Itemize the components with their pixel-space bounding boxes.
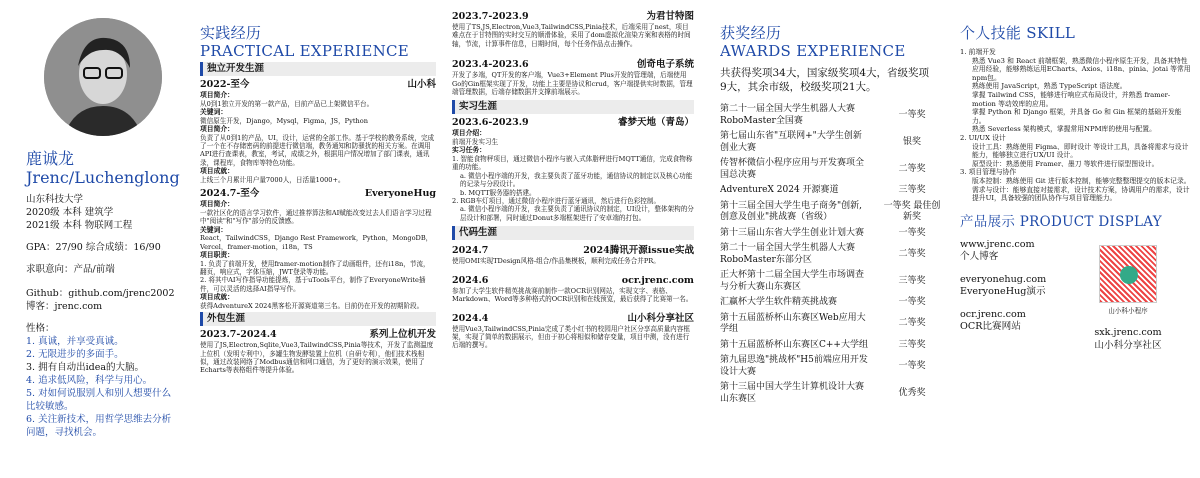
trait-item: 4. 追求低风险，科学与用心。 bbox=[26, 375, 153, 386]
award-grade: 二等奖 bbox=[898, 318, 926, 329]
avatar bbox=[44, 18, 162, 136]
project-desc: 参加了大学生软件精英挑战赛前制作一款OCR识别网站，实现文字、表格、Markdown、Word等多种格式的OCR识别和在线预览，最后获得了比赛第一名。 bbox=[452, 286, 693, 304]
project-intro: 一款社区化的语言学习软件，通过推荐算法和AI赋能改变过去人们语言学习过程中"阅读"和"写作"部分的反馈感。 bbox=[200, 208, 432, 226]
project-date: 2024.7 bbox=[452, 245, 489, 257]
award-grade: 一等奖 bbox=[898, 297, 926, 307]
product-label: EveryoneHug演示 bbox=[960, 286, 1046, 298]
label: 关键词： bbox=[200, 108, 228, 116]
trait-item: 1. 真诚，并享受真诚。 bbox=[26, 336, 124, 347]
project-org: 为君甘特图 bbox=[646, 11, 694, 22]
award-row bbox=[720, 297, 942, 309]
skill-group-head: 2. UI/UX 设计 bbox=[960, 133, 1006, 142]
section-outsource: 外包生涯 bbox=[200, 312, 436, 326]
award-row bbox=[720, 131, 942, 154]
project-org: 系列上位机开发 bbox=[369, 329, 436, 341]
skill-item: 需求与设计：能够直接对接需求，设计技术方案，协调用户的需求，设计提升UI，具备较强的团队协作与项目管理能力。 bbox=[972, 185, 1190, 203]
product-label: 个人博客 bbox=[960, 251, 999, 263]
project-keywords: React，TailwindCSS，Django Rest Framework，Python，MongoDB，Vercel，framer-motion，i18n，TS bbox=[200, 234, 433, 251]
skill-item: 掌握 Tailwind CSS，能够进行响应式布局设计，并熟悉 framer-motion 等动效库的应用。 bbox=[972, 90, 1171, 108]
award-name: 汇赢杯大学生软件精英挑战赛 bbox=[720, 297, 838, 307]
award-row bbox=[720, 228, 942, 240]
skill-item: 熟悉 Severless 架构模式，掌握常用NPM库的使用与配置。 bbox=[972, 125, 1156, 134]
project-keywords: 微信原生开发，Django，Mysql，Figma，JS，Python bbox=[200, 116, 368, 125]
product-url[interactable]: sxk.jrenc.com bbox=[1094, 327, 1162, 339]
award-name: 第七届山东省"互联网+"大学生创新创业大赛 bbox=[720, 131, 862, 153]
intern-role: 前端开发实习生 bbox=[452, 138, 499, 147]
award-name: AdventureX 2024 开源赛道 bbox=[720, 185, 839, 195]
award-grade: 优秀奖 bbox=[898, 387, 926, 398]
intern-duty: 1. 智能食物秤项目，通过微信小程序与嵌入式体脂秤进行MQTT通信，完成食物称重的功能。 bbox=[452, 155, 693, 172]
skill-group-head: 1. 前端开发 bbox=[960, 48, 996, 56]
project-date: 2024.6 bbox=[452, 274, 489, 286]
github-link[interactable]: Github：github.com/jrenc2002 bbox=[26, 288, 175, 299]
trait-item: 3. 拥有自动出idea的大脑。 bbox=[26, 362, 144, 373]
award-row bbox=[720, 313, 942, 336]
award-name: 第十五届蓝桥杯山东赛区C++大学组 bbox=[720, 339, 868, 350]
award-name: 传智杯微信小程序应用与开发赛项全国总决赛 bbox=[720, 158, 865, 180]
project-tasks: 负责了从0到1的产品，UI，设计，运营的全部工作。基于学校的教务系统，完成了一个在不存储密码的前提进行微信端，教务通知和防骚扰的相关方案。在调用API进行查课表，教室，考试，成绩之外，根据用户情况增加了部门课表，通讯录，课程库，食物库等特色功能。 bbox=[200, 133, 435, 167]
label: 项目简介： bbox=[200, 91, 234, 99]
project-desc: 使用了TS,JS,Electron,Vue3,TailwindCSS,Pinia技术，后端采用了nest，项目难点在于甘特图的实时交互的顺滑体验，采用了dom虚拟化渲染方案和表格的时间轴，节流，计算事件信息，日期时间，每个任务作品点击操作。 bbox=[452, 23, 691, 48]
intern-duty: a. 微信小程序端的开发，我主要负责了蓝牙功能，通信协议的制定以及核心功能的记录与分段设计。 bbox=[460, 171, 693, 189]
award-name: 第九届思逸"挑战杯"H5前端应用开发设计大赛 bbox=[720, 355, 868, 377]
awards-title-en: AWARDS EXPERIENCE bbox=[720, 42, 906, 60]
award-row bbox=[720, 355, 942, 378]
award-name: 第十三届全国大学生电子商务"创新,创意及创业"挑战赛（省级） bbox=[720, 200, 863, 222]
school: 山东科技大学 bbox=[26, 194, 84, 205]
project-org: 山小科 bbox=[407, 79, 436, 90]
award-row bbox=[720, 270, 942, 293]
label: 项目简介： bbox=[200, 200, 234, 209]
label: 项目介绍： bbox=[452, 129, 486, 138]
traits-title: 性格： bbox=[26, 323, 55, 334]
project-desc: 开发了多端，QT开发的客户端，Vue3+Element Plus开发的管理端，后端使用Go的Gin框架实现了开发，功能上主要是协议和crud，客户端提供实时数据，管理端管理数据，后端存储数据并支撑前端展示。 bbox=[452, 71, 693, 97]
product-label: 山小科分享社区 bbox=[1094, 339, 1162, 351]
project-org: EveryoneHug bbox=[364, 188, 436, 200]
award-grade: 一等奖 最佳创新奖 bbox=[883, 200, 941, 222]
skill-item: 原型设计：熟悉使用 Framer、墨刀 等软件进行原型图设计。 bbox=[972, 159, 1159, 168]
award-row bbox=[720, 104, 942, 127]
award-row bbox=[720, 340, 942, 352]
label: 实习任务： bbox=[452, 146, 486, 155]
project-task: 1. 负责了前端开发，使用framer-motion制作了动画组件，还有i18n，节流，翻页，响应式，字体压缩，JWT登录等功能。 bbox=[200, 259, 430, 277]
award-name: 第二十一届全国大学生机器人大赛RoboMaster东部分区 bbox=[720, 243, 856, 265]
skill-item: 熟悉 Vue3 和 React 前端框架，熟悉微信小程序原生开发，具备其特性应用经验，能够熟练运用ECharts、Axios、i18n、pinia、jotai 等常用npm包。 bbox=[972, 56, 1191, 82]
skill-item: 版本控制：熟练使用 Git 进行版本控制，能够完整整理提交的版本记录。 bbox=[972, 176, 1191, 185]
label: 项目成就： bbox=[200, 167, 234, 176]
award-row bbox=[720, 185, 942, 197]
award-grade: 二等奖 bbox=[898, 248, 926, 259]
trait-item: 2. 无限进步的多面手。 bbox=[26, 349, 124, 360]
awards-title-cn: 获奖经历 bbox=[720, 24, 782, 42]
skills-column bbox=[960, 0, 1194, 478]
label: 项目简介： bbox=[200, 125, 234, 133]
product-url[interactable]: ocr.jrenc.com bbox=[960, 308, 1026, 320]
product-label: OCR比赛网站 bbox=[960, 321, 1021, 333]
qr-code-image bbox=[1099, 245, 1157, 303]
practical-column-2 bbox=[452, 0, 694, 478]
award-grade: 三等奖 bbox=[898, 185, 926, 195]
award-name: 第十三届中国大学生计算机设计大赛山东赛区 bbox=[720, 382, 865, 404]
skills-title: 个人技能 SKILL bbox=[960, 24, 1076, 42]
award-grade: 一等奖 bbox=[898, 360, 926, 371]
skill-item: 熟练使用 JavaScript，熟悉 TypeScript 语法度。 bbox=[972, 82, 1127, 91]
person-alias: Jrenc/Luchenglong bbox=[26, 168, 180, 187]
practical-title-en: PRACTICAL EXPERIENCE bbox=[200, 42, 410, 60]
blog-link[interactable]: 博客：jrenc.com bbox=[26, 301, 103, 312]
project-org: 创奇电子系统 bbox=[636, 59, 694, 71]
project-date: 2022-至今 bbox=[200, 79, 250, 90]
project-intro: 从0到1独立开发的第一款产品，目前产品已上架微信平台。 bbox=[200, 99, 374, 108]
job-intent: 求职意向：产品/前端 bbox=[26, 264, 115, 275]
project-desc: 使用Vue3,TailwindCSS,Pinia完成了类小红书的校园用户社区分享高质量内容框架，实现了简单的数据展示，但由于初心将相似和储存变量，项目中测，没有进行后端的撰写。 bbox=[452, 324, 690, 350]
award-name: 第十五届蓝桥杯山东赛区Web应用大学组 bbox=[720, 312, 866, 334]
person-name: 鹿诚龙 bbox=[26, 149, 75, 168]
label: 项目成就： bbox=[200, 293, 234, 302]
award-row bbox=[720, 201, 942, 224]
project-date: 2023.7-2024.4 bbox=[200, 329, 277, 341]
project-org: 2024腾讯开源issue实战 bbox=[583, 245, 694, 257]
education-1: 2020级 本科 建筑学 bbox=[26, 207, 114, 218]
award-row bbox=[720, 243, 942, 266]
project-date: 2024.7-至今 bbox=[200, 188, 260, 200]
project-desc: 使用OMI实现TDesign风格-组合/作品集模板，顺利完成任务合并PR。 bbox=[452, 257, 660, 266]
label: 关键词： bbox=[200, 225, 228, 234]
trait-item: 6. 关注新技术，用哲学思维去分析问题，寻找机会。 bbox=[26, 414, 172, 438]
awards-column bbox=[720, 0, 942, 478]
award-grade: 二等奖 bbox=[898, 163, 926, 174]
practical-title-cn: 实践经历 bbox=[200, 24, 262, 42]
skill-item: 设计工具：熟练使用 Figma、即时设计 等设计工具，具备将需求与设计能力，能够独立进行UX/UI 设计。 bbox=[972, 142, 1189, 160]
project-date: 2023.4-2023.6 bbox=[452, 59, 529, 71]
section-intern: 实习生涯 bbox=[452, 100, 694, 114]
intern-duty: 2. RGB车灯项目，通过微信小程序进行蓝牙通讯，然后进行色彩控制。 bbox=[452, 197, 661, 206]
intern-duty: a. 微信小程序端的开发，我主要负责了通讯协议的制定，UI设计，整体架构的分层设计和部署，同时通过Donut多端框架进行了安卓端的打包。 bbox=[460, 205, 694, 222]
award-row bbox=[720, 158, 942, 181]
products-title: 产品展示 PRODUCT DISPLAY bbox=[960, 213, 1163, 230]
award-grade: 一等奖 bbox=[898, 227, 926, 238]
product-url[interactable]: www.jrenc.com bbox=[960, 238, 1035, 250]
practical-column bbox=[200, 0, 436, 478]
section-code: 代码生涯 bbox=[452, 226, 694, 240]
intern-duty: b. MQTT服务器的搭建。 bbox=[460, 188, 536, 197]
award-grade: 三等奖 bbox=[898, 339, 926, 350]
qr-caption: 山小科小程序 bbox=[1108, 306, 1148, 315]
project-result: 上线三个月累计用户量7000人，日活量1000+。 bbox=[200, 175, 345, 184]
awards-summary: 共获得奖项34大，国家级奖项4大，省级奖项9大，其余市级，校级奖项21大。 bbox=[720, 67, 930, 93]
skill-item: 掌握 Python 和 Django 框架，并具备 Go 和 Gin 框架的基础开发能力。 bbox=[972, 108, 1182, 125]
product-url[interactable]: everyonehug.com bbox=[960, 273, 1047, 285]
section-indie: 独立开发生涯 bbox=[200, 62, 436, 76]
gpa: GPA：27/90 综合成绩：16/90 bbox=[26, 242, 161, 253]
education-2: 2021级 本科 物联网工程 bbox=[26, 220, 133, 231]
award-grade: 一等奖 bbox=[898, 109, 926, 120]
award-name: 第二十一届全国大学生机器人大赛RoboMaster全国赛 bbox=[720, 104, 856, 126]
project-org: 睿梦天地（青岛） bbox=[617, 117, 694, 129]
project-org: 山小科分享社区 bbox=[627, 312, 694, 324]
project-org: ocr.jrenc.com bbox=[621, 274, 694, 286]
trait-item: 5. 对如何说服别人和别人想要什么比较敏感。 bbox=[26, 388, 172, 412]
awards-list bbox=[720, 104, 942, 405]
project-desc: 使用了JS,Electron,Sqlite,Vue3,TailwindCSS,Pinia等技术，开发了监测温度上位机（发明专利中），多罐生物发酵装置上位机（自研专利），他们技术栈相似，通过改装网络了Modbus通信和网口通信，为了更好的演示效果，使用了Echarts等表格组件等提升体验。 bbox=[200, 341, 434, 375]
award-row bbox=[720, 382, 942, 405]
project-date: 2023.6-2023.9 bbox=[452, 117, 529, 129]
skill-group-head: 3. 项目管理与协作 bbox=[960, 168, 1017, 177]
award-grade: 银奖 bbox=[902, 136, 921, 147]
award-name: 正大杯第十二届全国大学生市场调查与分析大赛山东赛区 bbox=[720, 270, 865, 292]
project-task: 2. 将其中AI写作指导功能提炼，基于uTools平台，制作了EveryoneWrite插件，可以灵活的选择AI指导写作。 bbox=[200, 276, 426, 293]
project-date: 2023.7-2023.9 bbox=[452, 11, 529, 22]
label: 项目职责： bbox=[200, 251, 234, 260]
project-result: 获得AdventureX 2024黑客松开源赛道第三名。目前仍在开发的初期阶段。 bbox=[200, 301, 424, 310]
award-grade: 三等奖 bbox=[898, 275, 926, 286]
profile-column bbox=[0, 0, 192, 478]
project-date: 2024.4 bbox=[452, 312, 489, 324]
award-name: 第十三届山东省大学生创业计划大赛 bbox=[720, 227, 865, 238]
